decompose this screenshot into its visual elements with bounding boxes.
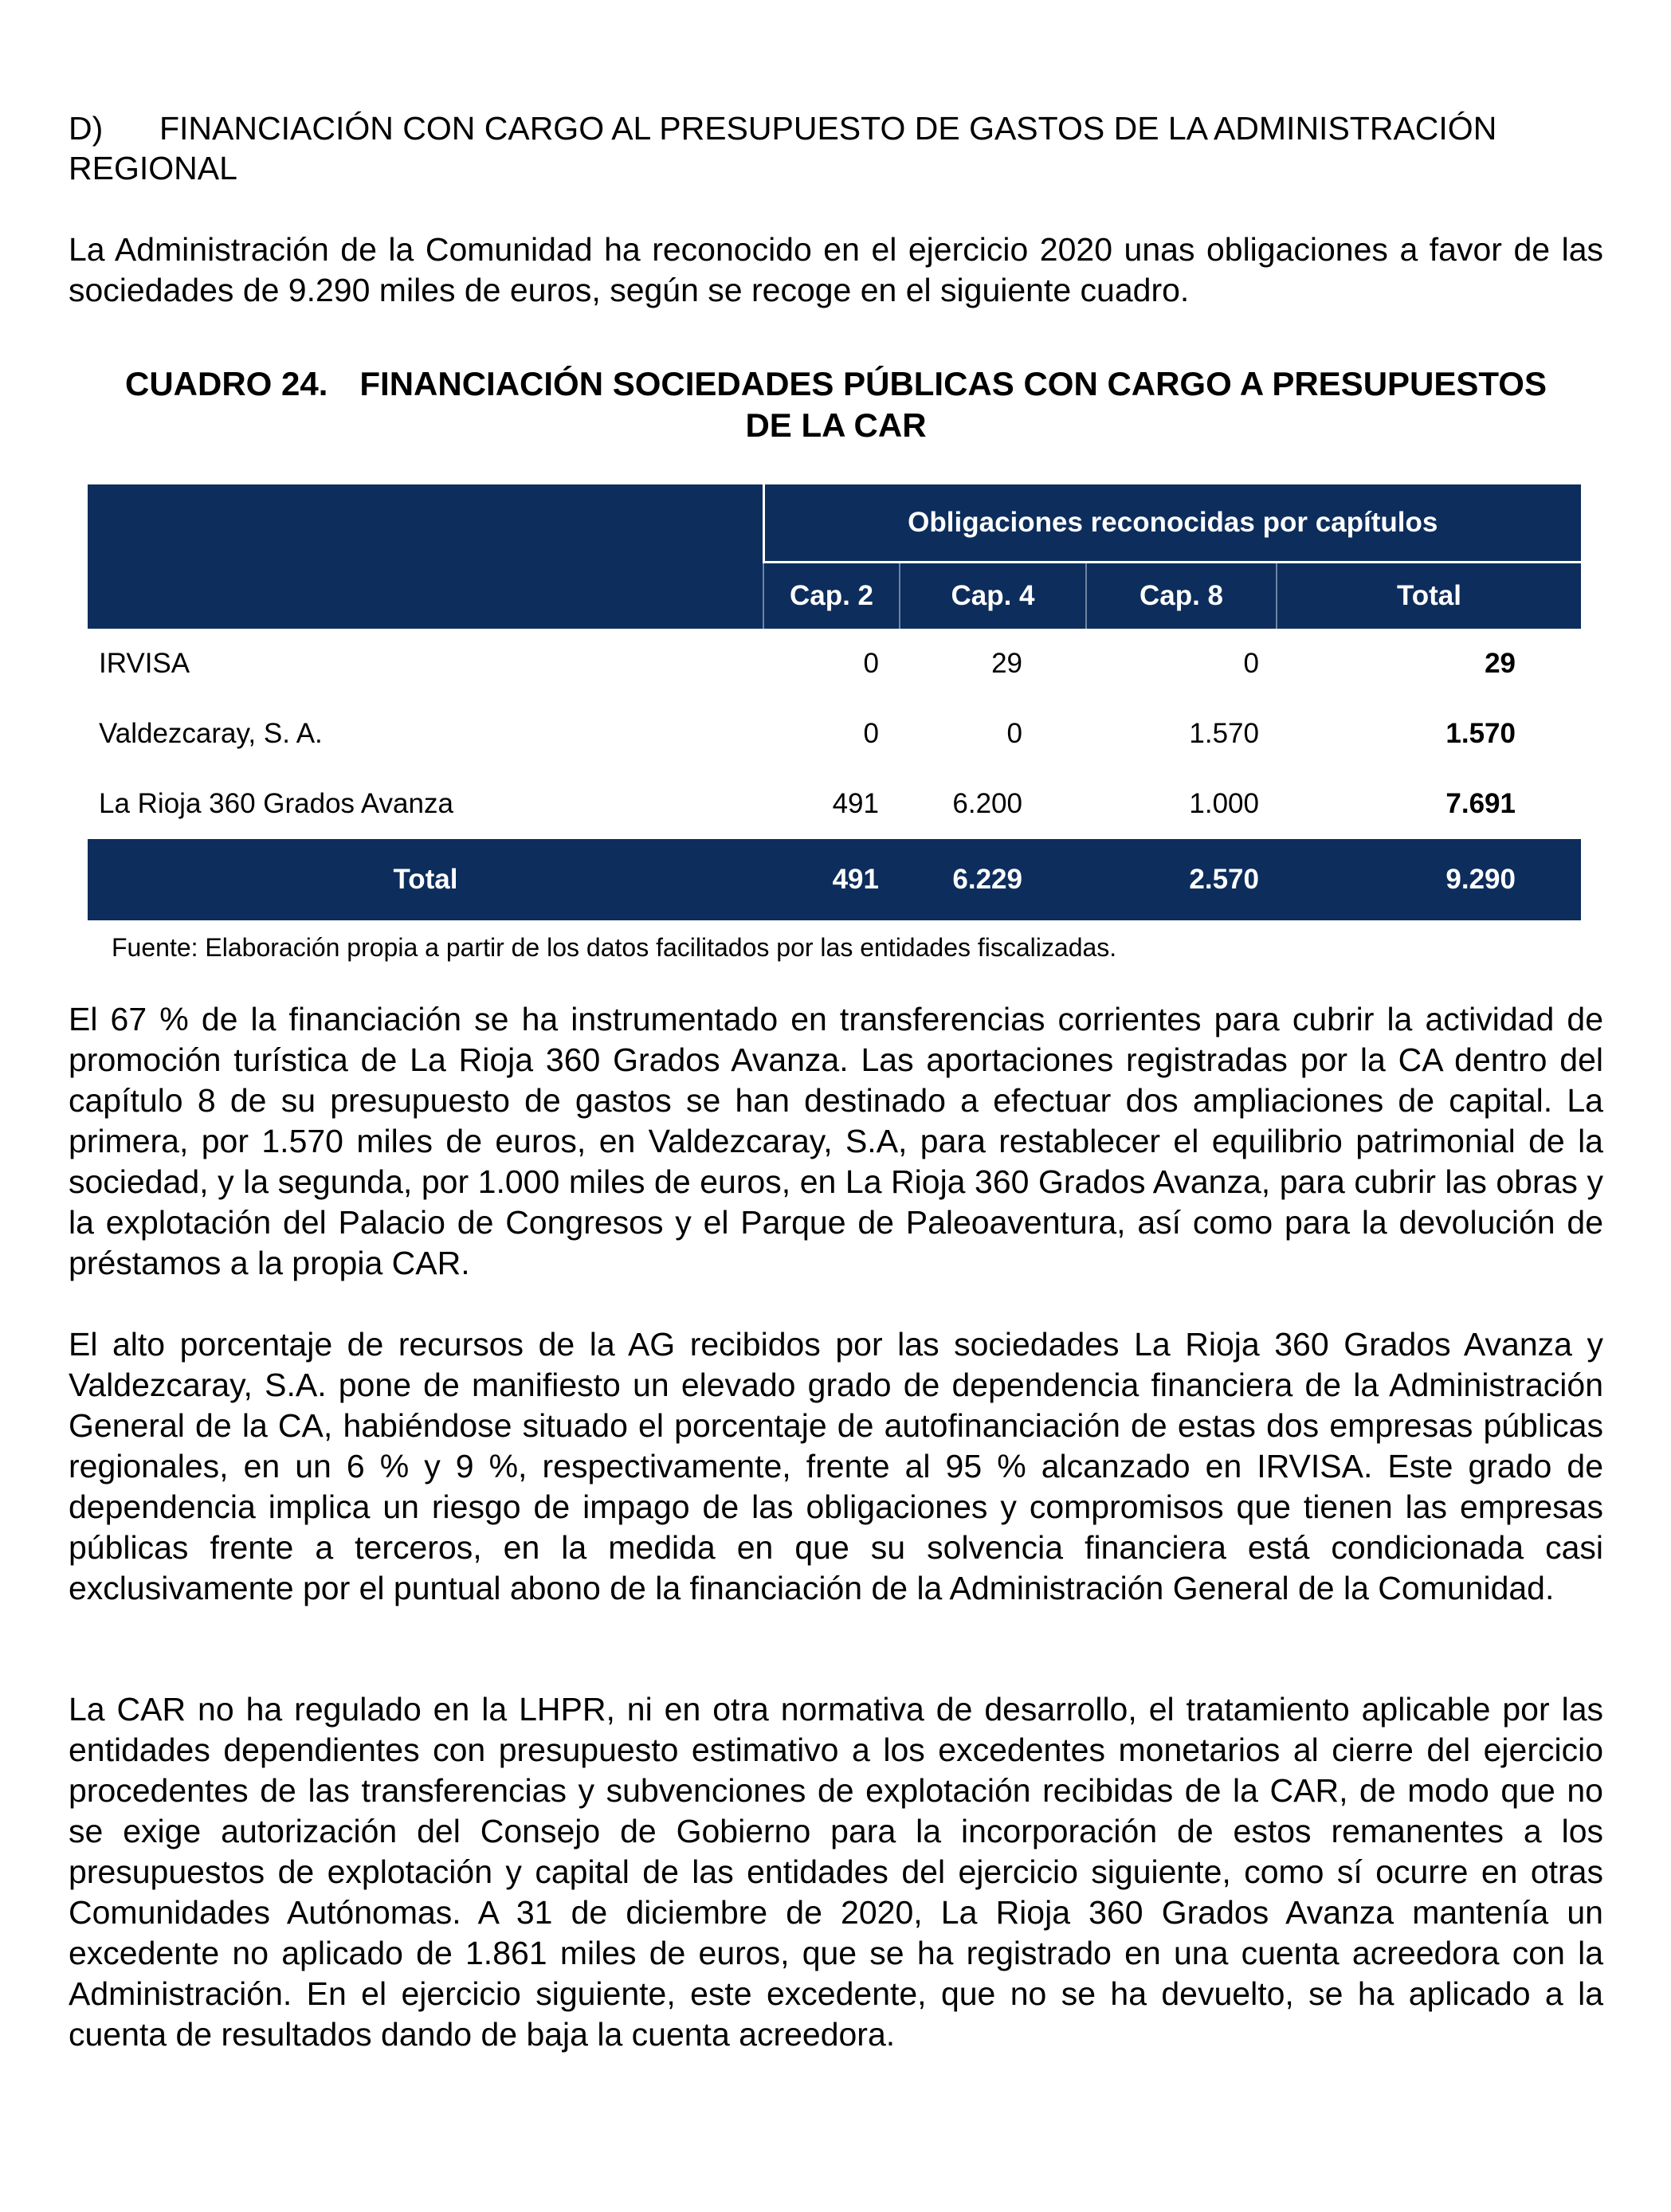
section-title-line2: REGIONAL xyxy=(69,150,237,186)
table-row xyxy=(88,769,1581,839)
intro-paragraph: La Administración de la Comunidad ha reconocido en el ejercicio 2020 unas obligaciones a favor de las sociedades de 9.290 miles de euros, según se recoge en el siguiente cuadro. xyxy=(69,231,1603,308)
section-letter: D) xyxy=(69,110,104,147)
cell-cap8: 1.000 xyxy=(1189,788,1259,819)
total-cap8: 2.570 xyxy=(1086,839,1277,920)
row-name: Valdezcaray, S. A. xyxy=(99,718,323,749)
cell-total: 1.570 xyxy=(1445,718,1516,749)
row-name: La Rioja 360 Grados Avanza xyxy=(99,788,453,819)
cell-cap8: 0 xyxy=(1243,648,1259,679)
table-caption xyxy=(69,363,1603,446)
column-header-cap4: Cap. 4 xyxy=(900,563,1086,629)
column-header-total: Total xyxy=(1277,563,1581,629)
cell-cap4: 0 xyxy=(1006,718,1022,749)
table-caption-number: CUADRO 24. xyxy=(125,365,328,402)
cell-total: 29 xyxy=(1485,648,1516,679)
table-header-empty xyxy=(88,484,763,563)
cell-cap2: 0 xyxy=(863,718,879,749)
cell-cap2: 491 xyxy=(832,788,879,819)
total-total: 9.290 xyxy=(1277,839,1581,920)
row-name: IRVISA xyxy=(99,648,190,679)
cell-cap8: 1.570 xyxy=(1189,718,1259,749)
total-cap2: 491 xyxy=(763,839,900,920)
table-caption-title-line2: DE LA CAR xyxy=(745,406,927,444)
paragraph-dependency: El alto porcentaje de recursos de la AG recibidos por las sociedades La Rioja 360 Grados Avanza y Valdezcaray, S.A. pone de manifiesto un elevado grado de dependencia financiera de la Administración General de la CA, habiéndose situado el porcentaje de autofinanciación de estas dos empresas públicas regionales, en un 6 % y 9 %, respectivamente, frente al 95 % alcanzado en IRVISA. Este grado de dependencia implica un riesgo de impago de las obligaciones y compromisos que tienen las empresas públicas frente a terceros, en la medida en que su solvencia financiera está condicionada casi exclusivamente por el puntual abono de la financiación de la Administración General de la Comunidad. xyxy=(69,1326,1603,1606)
table-caption-title-line1: FINANCIACIÓN SOCIEDADES PÚBLICAS CON CARGO A PRESUPUESTOS xyxy=(359,365,1547,402)
section-title-line1: FINANCIACIÓN CON CARGO AL PRESUPUESTO DE GASTOS DE LA ADMINISTRACIÓN xyxy=(159,110,1497,147)
table-row xyxy=(88,629,1581,699)
cell-cap4: 29 xyxy=(991,648,1022,679)
column-header-cap2: Cap. 2 xyxy=(763,563,900,629)
total-cap4: 6.229 xyxy=(900,839,1086,920)
paragraph-surplus-regulation: La CAR no ha regulado en la LHPR, ni en otra normativa de desarrollo, el tratamiento aplicable por las entidades dependientes con presupuesto estimativo a los excedentes monetarios al cierre del ejercicio procedentes de las transferencias y subvenciones de explotación recibidas de la CAR, de modo que no se exige autorización del Consejo de Gobierno para la incorporación de estos remanentes a los presupuestos de explotación y capital de las entidades del ejercicio siguiente, como sí ocurre en otras Comunidades Autónomas. A 31 de diciembre de 2020, La Rioja 360 Grados Avanza mantenía un excedente no aplicado de 1.861 miles de euros, que se ha registrado en una cuenta acreedora con la Administración. En el ejercicio siguiente, este excedente, que no se ha devuelto, se ha aplicado a la cuenta de resultados dando de baja la cuenta acreedora. xyxy=(69,1691,1603,2053)
financing-table xyxy=(88,484,1581,920)
paragraph-financing-analysis: El 67 % de la financiación se ha instrumentado en transferencias corrientes para cubrir la actividad de promoción turística de La Rioja 360 Grados Avanza. Las aportaciones registradas por la CA dentro del capítulo 8 de su presupuesto de gastos se han destinado a efectuar dos ampliaciones de capital. La primera, por 1.570 miles de euros, en Valdezcaray, S.A, para restablecer el equilibrio patrimonial de la sociedad, y la segunda, por 1.000 miles de euros, en La Rioja 360 Grados Avanza, para cubrir las obras y la explotación del Palacio de Congresos y el Parque de Paleoaventura, así como para la devolución de préstamos a la propia CAR. xyxy=(69,1001,1603,1281)
table-header-empty-2 xyxy=(88,563,763,629)
table-total-row xyxy=(88,839,1581,920)
cell-cap4: 6.200 xyxy=(952,788,1022,819)
table-group-header: Obligaciones reconocidas por capítulos xyxy=(763,484,1581,563)
cell-cap2: 0 xyxy=(863,648,879,679)
cell-total: 7.691 xyxy=(1445,788,1516,819)
table-row xyxy=(88,699,1581,769)
total-label: Total xyxy=(88,839,763,920)
column-header-cap8: Cap. 8 xyxy=(1086,563,1277,629)
table-source-note: Fuente: Elaboración propia a partir de los datos facilitados por las entidades fiscalizadas. xyxy=(112,933,1117,962)
section-heading xyxy=(69,108,1603,188)
